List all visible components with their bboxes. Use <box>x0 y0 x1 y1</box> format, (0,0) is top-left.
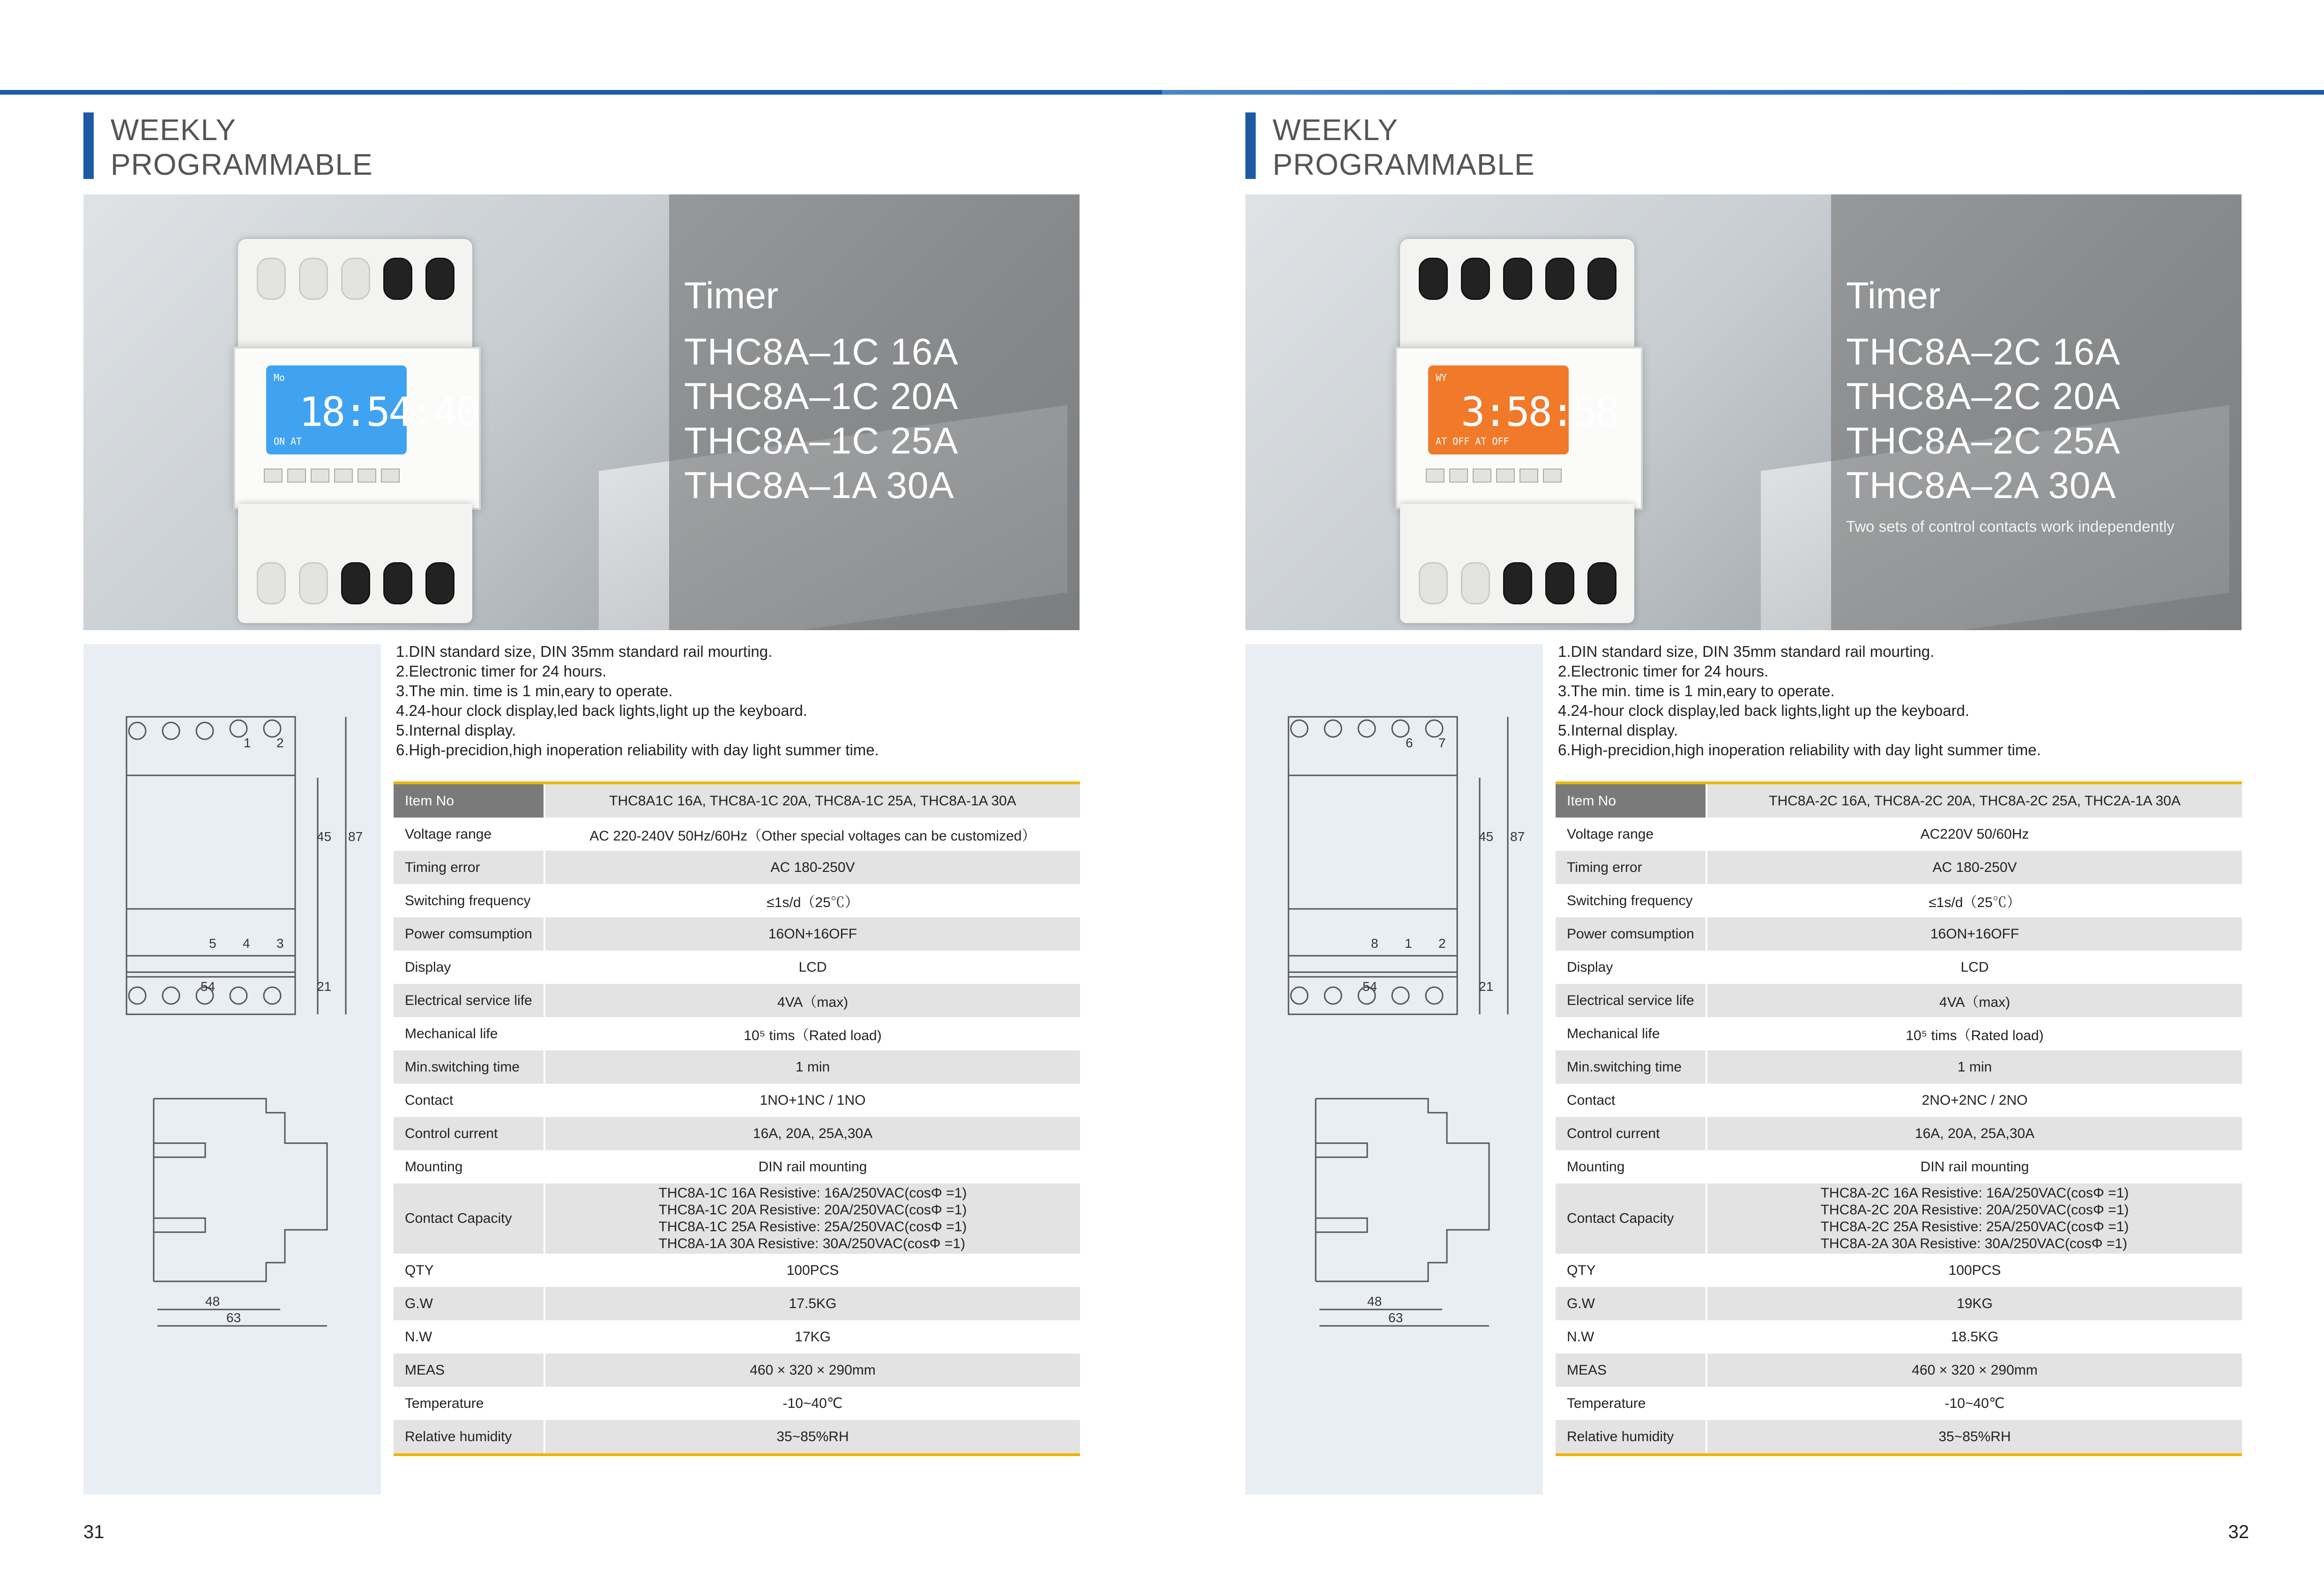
dimension-label: 21 <box>1479 979 1494 994</box>
dimension-drawing-panel <box>83 644 381 1495</box>
terminal-screw <box>1545 562 1574 604</box>
spec-label: QTY <box>405 1262 434 1278</box>
feature-item: 6.High-precidion,high inoperation reliability with day light summer time. <box>1558 741 2041 759</box>
spec-row <box>394 1320 1080 1354</box>
banner-model: THC8A–1C 25A <box>684 420 959 461</box>
spec-row <box>394 1387 1080 1420</box>
spec-row <box>1556 781 2242 818</box>
dimension-drawing <box>83 644 381 1495</box>
dimension-label: 87 <box>1510 829 1525 844</box>
heading-accent-bar <box>83 112 94 179</box>
spec-table <box>1556 781 2242 1456</box>
banner-model: THC8A–1C 16A <box>684 331 959 372</box>
spec-value: 100PCS <box>544 1254 1080 1287</box>
dimension-drawing-panel <box>1245 644 1543 1495</box>
heading-line: WEEKLY <box>111 113 236 147</box>
spec-value: 35~85%RH <box>1706 1420 2242 1453</box>
lcd-day: Mo <box>274 372 285 383</box>
spec-label: MEAS <box>405 1362 445 1378</box>
spec-value: 460 × 320 × 290mm <box>1706 1354 2242 1387</box>
product-banner <box>1245 194 2242 630</box>
terminal-screw <box>299 258 328 300</box>
heading-text <box>1273 112 1535 179</box>
dimension-label: 21 <box>317 979 332 994</box>
spec-row <box>1556 1387 2242 1420</box>
spec-label: MEAS <box>1567 1362 1607 1378</box>
spec-value <box>1706 1183 2242 1254</box>
spec-label: Item No <box>1556 784 1706 818</box>
spec-row <box>394 781 1080 818</box>
spec-value: AC 180-250V <box>1706 851 2242 884</box>
spec-value: 1 min <box>1706 1050 2242 1084</box>
spec-row <box>394 1150 1080 1183</box>
dimension-label: 2 <box>1438 936 1446 951</box>
spec-row <box>394 951 1080 984</box>
product-banner <box>83 194 1080 630</box>
feature-item: 3.The min. time is 1 min,eary to operate. <box>396 682 673 699</box>
spec-row <box>394 984 1080 1017</box>
banner-model: THC8A–2C 20A <box>1846 375 2121 417</box>
spec-label: Temperature <box>1567 1395 1646 1411</box>
device-key <box>1543 469 1562 483</box>
spec-value: 19KG <box>1706 1287 2242 1320</box>
spec-value <box>544 1183 1080 1254</box>
terminal-screw <box>341 562 370 604</box>
banner-model: THC8A–1A 30A <box>684 464 954 506</box>
heading-line: PROGRAMMABLE <box>1273 148 1535 181</box>
spec-row <box>1556 951 2242 984</box>
spec-row <box>394 917 1080 951</box>
spec-label: Mounting <box>405 1159 463 1175</box>
spec-value: 10⁵ tims（Rated load) <box>544 1017 1080 1050</box>
dimension-label: 63 <box>226 1310 241 1325</box>
feature-item: 4.24-hour clock display,led back lights,light up the keyboard. <box>1558 702 1970 719</box>
spec-value: THC8A-2C 16A, THC8A-2C 20A, THC8A-2C 25A, THC2A-1A 30A <box>1706 784 2242 818</box>
spec-value: 4VA（max) <box>1706 984 2242 1017</box>
spec-value: ≤1s/d（25℃） <box>544 884 1080 917</box>
terminal-screw <box>1461 258 1490 300</box>
terminal-screw <box>425 562 454 604</box>
page-number: 31 <box>83 1522 104 1542</box>
spec-label: Voltage range <box>405 826 492 842</box>
spec-value: THC8A1C 16A, THC8A-1C 20A, THC8A-1C 25A, THC8A-1A 30A <box>544 784 1080 818</box>
spec-table <box>394 781 1080 1456</box>
feature-item: 5.Internal display. <box>1558 722 1678 739</box>
device-key <box>264 469 283 483</box>
banner-title: Timer <box>684 275 779 316</box>
lcd-status: ON AT <box>274 436 302 447</box>
lcd-display <box>1428 365 1618 454</box>
terminal-screw <box>257 562 286 604</box>
spec-label: Mechanical life <box>1567 1026 1660 1041</box>
spec-label: Contact Capacity <box>405 1211 512 1226</box>
banner-model: THC8A–1C 20A <box>684 375 959 417</box>
spec-value: AC 220-240V 50Hz/60Hz（Other special voltages can be customized） <box>544 818 1080 851</box>
feature-item: 3.The min. time is 1 min,eary to operate. <box>1558 682 1835 699</box>
spec-value: -10~40℃ <box>544 1387 1080 1420</box>
feature-item: 5.Internal display. <box>396 722 516 739</box>
dimension-label: 54 <box>201 979 216 994</box>
spec-label: Control current <box>405 1125 498 1141</box>
lcd-display <box>266 365 478 454</box>
spec-row <box>1556 851 2242 884</box>
spec-label: Display <box>405 959 451 975</box>
spec-row <box>394 1354 1080 1387</box>
terminal-screw <box>1587 562 1616 604</box>
spec-value: AC220V 50/60Hz <box>1706 818 2242 851</box>
spec-label: Relative humidity <box>1567 1428 1674 1444</box>
spec-label: Contact <box>1567 1092 1616 1108</box>
spec-row <box>394 1084 1080 1117</box>
feature-item: 2.Electronic timer for 24 hours. <box>1558 662 1769 680</box>
device-keypad <box>264 469 414 487</box>
spec-label: QTY <box>1567 1262 1596 1278</box>
device-key <box>358 469 376 483</box>
spec-row <box>1556 917 2242 951</box>
contact-capacity-line: THC8A-1A 30A Resistive: 30A/250VAC(cosΦ =1) <box>658 1236 966 1251</box>
terminal-screw <box>299 562 328 604</box>
dimension-label: 2 <box>276 736 284 750</box>
spec-value: 17.5KG <box>544 1287 1080 1320</box>
timer-device-image <box>238 239 478 623</box>
section-heading <box>83 112 373 179</box>
spec-value: -10~40℃ <box>1706 1387 2242 1420</box>
terminal-screw <box>383 258 412 300</box>
spec-value: AC 180-250V <box>544 851 1080 884</box>
spec-label: Power comsumption <box>1567 926 1694 942</box>
spec-row <box>394 1183 1080 1254</box>
spec-value: 460 × 320 × 290mm <box>544 1354 1080 1387</box>
spec-row <box>1556 1420 2242 1456</box>
spec-label: Display <box>1567 959 1613 975</box>
spec-row <box>1556 1150 2242 1183</box>
contact-capacity-line: THC8A-2C 25A Resistive: 25A/250VAC(cosΦ =1) <box>1820 1219 2129 1235</box>
spec-row <box>1556 1084 2242 1117</box>
dimension-label: 8 <box>1371 936 1378 951</box>
dimension-label: 4 <box>243 936 250 951</box>
spec-row <box>394 851 1080 884</box>
section-heading <box>1245 112 1535 179</box>
spec-row <box>1556 1017 2242 1050</box>
contact-capacity-lines <box>1821 1185 2129 1252</box>
terminal-screw <box>425 258 454 300</box>
contact-capacity-line: THC8A-2C 16A Resistive: 16A/250VAC(cosΦ =1) <box>1820 1185 2129 1201</box>
spec-label: Switching frequency <box>405 893 531 908</box>
spec-label: Mechanical life <box>405 1026 498 1041</box>
feature-item: 4.24-hour clock display,led back lights,light up the keyboard. <box>396 702 808 719</box>
terminal-screw <box>1587 258 1616 300</box>
feature-item: 1.DIN standard size, DIN 35mm standard rail mourting. <box>396 643 773 660</box>
contact-capacity-line: THC8A-2C 20A Resistive: 20A/250VAC(cosΦ =1) <box>1820 1202 2129 1218</box>
terminal-screw <box>1419 562 1448 604</box>
dimension-label: 48 <box>1367 1294 1382 1309</box>
device-key <box>334 469 353 483</box>
heading-line: PROGRAMMABLE <box>111 148 373 181</box>
contact-capacity-line: THC8A-1C 20A Resistive: 20A/250VAC(cosΦ =1) <box>658 1202 967 1218</box>
spec-row <box>1556 818 2242 851</box>
spec-value: 100PCS <box>1706 1254 2242 1287</box>
dimension-label: 1 <box>244 736 251 750</box>
spec-label: G.W <box>1567 1295 1595 1311</box>
device-key <box>381 469 400 483</box>
contact-capacity-lines <box>659 1185 967 1252</box>
heading-text <box>111 112 373 179</box>
terminal-screw <box>1419 258 1448 300</box>
spec-value: 16A, 20A, 25A,30A <box>1706 1117 2242 1150</box>
banner-model: THC8A–2C 16A <box>1846 331 2121 372</box>
dimension-label: 5 <box>209 936 216 951</box>
dimension-label: 48 <box>205 1294 220 1309</box>
spec-label: Temperature <box>405 1395 484 1411</box>
spec-row <box>1556 984 2242 1017</box>
spec-row <box>394 1050 1080 1084</box>
contact-capacity-line: THC8A-2A 30A Resistive: 30A/250VAC(cosΦ =1) <box>1820 1236 2128 1251</box>
dimension-label: 87 <box>348 829 363 844</box>
spec-value: 17KG <box>544 1320 1080 1354</box>
terminal-screw <box>1545 258 1574 300</box>
spec-row <box>394 818 1080 851</box>
terminal-screw <box>383 562 412 604</box>
device-key <box>1496 469 1515 483</box>
lcd-status: AT OFF AT OFF <box>1436 436 1509 447</box>
spec-value: 16A, 20A, 25A,30A <box>544 1117 1080 1150</box>
spec-value: 4VA（max) <box>544 984 1080 1017</box>
spec-label: Contact <box>405 1092 454 1108</box>
device-key <box>311 469 329 483</box>
device-key <box>1473 469 1491 483</box>
banner-note: Two sets of control contacts work independently <box>1846 518 2175 535</box>
spec-row <box>394 1117 1080 1150</box>
contact-capacity-line: THC8A-1C 16A Resistive: 16A/250VAC(cosΦ =1) <box>658 1185 967 1201</box>
heading-line: WEEKLY <box>1273 113 1398 147</box>
lcd-digits: 3:58:58 <box>1461 389 1618 436</box>
contact-capacity-line: THC8A-1C 25A Resistive: 25A/250VAC(cosΦ =1) <box>658 1219 967 1235</box>
spec-value: 18.5KG <box>1706 1320 2242 1354</box>
device-key <box>287 469 306 483</box>
spec-value: 35~85%RH <box>544 1420 1080 1453</box>
spec-value: DIN rail mounting <box>544 1150 1080 1183</box>
spec-label: Power comsumption <box>405 926 532 942</box>
dimension-label: 7 <box>1438 736 1446 750</box>
spec-label: Min.switching time <box>405 1059 520 1075</box>
spec-value: LCD <box>544 951 1080 984</box>
spec-value: 1NO+1NC / 1NO <box>544 1084 1080 1117</box>
spec-row <box>1556 1254 2242 1287</box>
spec-value: 10⁵ tims（Rated load) <box>1706 1017 2242 1050</box>
spec-row <box>1556 1050 2242 1084</box>
device-key <box>1449 469 1468 483</box>
dimension-label: 45 <box>1479 829 1494 844</box>
dimension-label: 1 <box>1405 936 1412 951</box>
lcd-day: WY <box>1436 372 1447 383</box>
feature-list <box>1558 642 2041 760</box>
dimension-label: 3 <box>276 936 284 951</box>
spec-label: Voltage range <box>1567 826 1654 842</box>
device-key <box>1426 469 1445 483</box>
spec-row <box>1556 884 2242 917</box>
feature-list <box>396 642 879 760</box>
heading-accent-bar <box>1245 112 1256 179</box>
feature-item: 2.Electronic timer for 24 hours. <box>396 662 607 680</box>
banner-title: Timer <box>1846 275 1941 316</box>
spec-value: 16ON+16OFF <box>544 917 1080 951</box>
spec-label: N.W <box>405 1329 432 1345</box>
spec-label: Switching frequency <box>1567 893 1693 908</box>
dimension-label: 45 <box>317 829 332 844</box>
dimension-label: 54 <box>1363 979 1378 994</box>
spec-label: Electrical service life <box>1567 992 1694 1008</box>
terminal-screw <box>1503 562 1532 604</box>
spec-row <box>394 1017 1080 1050</box>
lcd-digits: 18:54:40 <box>299 389 478 436</box>
spec-value: 16ON+16OFF <box>1706 917 2242 951</box>
device-keypad <box>1426 469 1576 487</box>
spec-row <box>1556 1117 2242 1150</box>
timer-device-image <box>1400 239 1634 623</box>
dimension-label: 6 <box>1406 736 1413 750</box>
catalog-page-2 <box>1162 0 2324 1577</box>
spec-row <box>394 1254 1080 1287</box>
dimension-drawing <box>1245 644 1543 1495</box>
spec-row <box>1556 1183 2242 1254</box>
page-number: 32 <box>2228 1522 2249 1542</box>
spec-label: G.W <box>405 1295 433 1311</box>
spec-row <box>394 884 1080 917</box>
spec-label: Item No <box>394 784 544 818</box>
spec-row <box>394 1420 1080 1456</box>
spec-value: 1 min <box>544 1050 1080 1084</box>
spec-label: Contact Capacity <box>1567 1211 1674 1226</box>
spec-label: Control current <box>1567 1125 1660 1141</box>
spec-value: LCD <box>1706 951 2242 984</box>
spec-row <box>1556 1320 2242 1354</box>
spec-value: 2NO+2NC / 2NO <box>1706 1084 2242 1117</box>
dimension-label: 63 <box>1388 1310 1403 1325</box>
feature-item: 6.High-precidion,high inoperation reliability with day light summer time. <box>396 741 879 759</box>
terminal-screw <box>1461 562 1490 604</box>
spec-label: Relative humidity <box>405 1428 512 1444</box>
device-front <box>1400 347 1634 506</box>
spec-row <box>1556 1287 2242 1320</box>
spec-label: Timing error <box>1567 859 1642 875</box>
device-key <box>1520 469 1538 483</box>
terminal-screw <box>341 258 370 300</box>
spec-value: ≤1s/d（25℃） <box>1706 884 2242 917</box>
spec-row <box>394 1287 1080 1320</box>
banner-model: THC8A–2A 30A <box>1846 464 2116 506</box>
spec-label: N.W <box>1567 1329 1594 1345</box>
spec-label: Timing error <box>405 859 480 875</box>
spec-label: Electrical service life <box>405 992 532 1008</box>
spec-label: Mounting <box>1567 1159 1625 1175</box>
terminal-screw <box>1503 258 1532 300</box>
spec-value: DIN rail mounting <box>1706 1150 2242 1183</box>
device-front <box>238 347 478 506</box>
banner-model: THC8A–2C 25A <box>1846 420 2121 461</box>
spec-label: Min.switching time <box>1567 1059 1682 1075</box>
spec-row <box>1556 1354 2242 1387</box>
terminal-screw <box>257 258 286 300</box>
feature-item: 1.DIN standard size, DIN 35mm standard rail mourting. <box>1558 643 1935 660</box>
